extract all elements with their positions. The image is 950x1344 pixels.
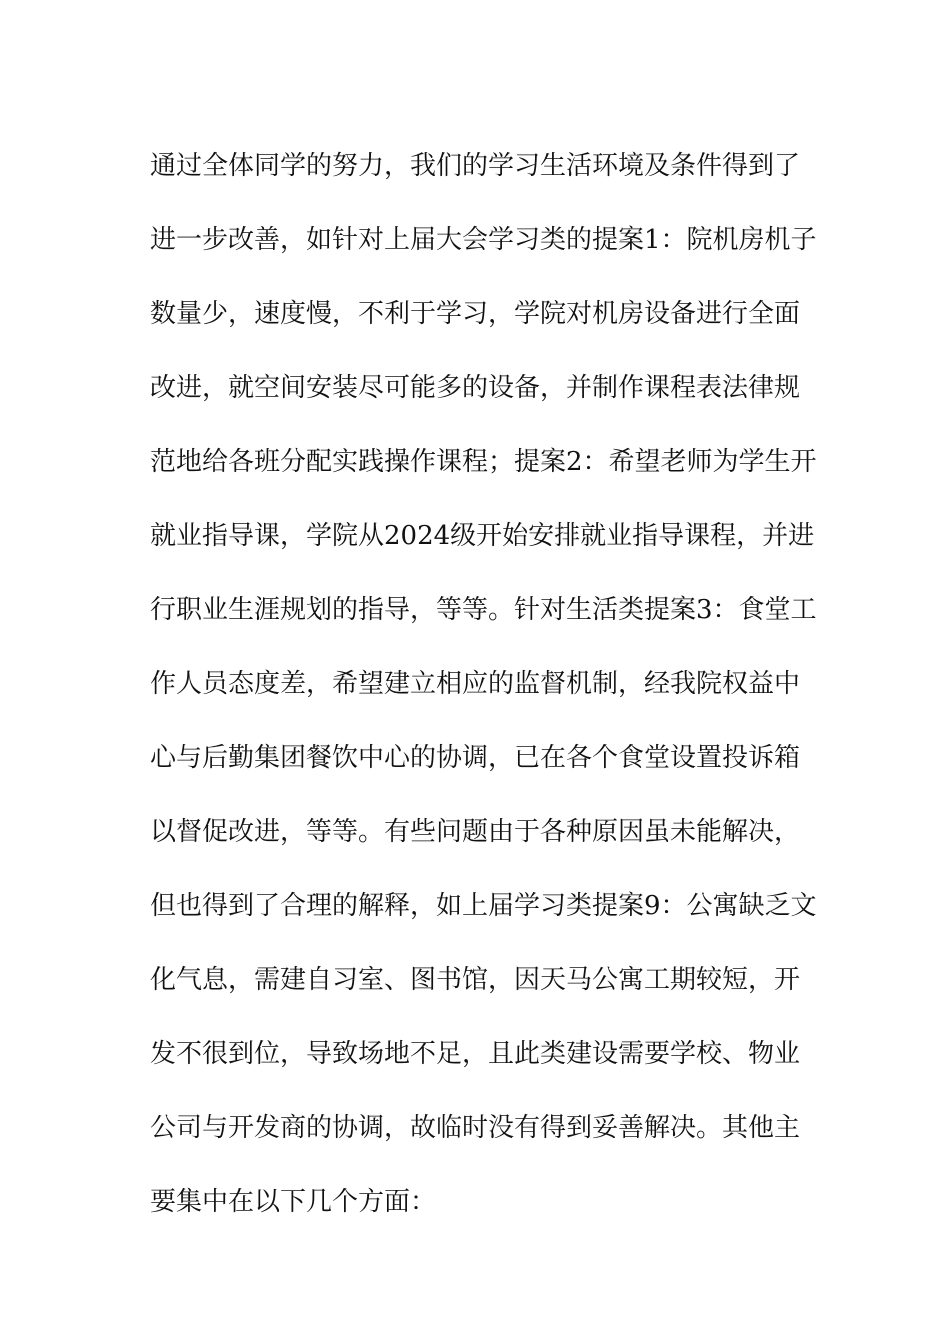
text-line: 化气息，需建自习室、图书馆，因天马公寓工期较短，开 [150,965,801,995]
text-line: 数量少，速度慢，不利于学习，学院对机房设备进行全面 [150,299,801,329]
body-paragraph [150,129,830,1239]
text-line: 改进，就空间安装尽可能多的设备，并制作课程表法律规 [150,373,801,403]
text-line: 进一步改善，如针对上届大会学习类的提案1：院机房机子 [150,225,817,255]
text-line: 以督促改进，等等。有些问题由于各种原因虽未能解决， [150,817,801,847]
text-line: 公司与开发商的协调，故临时没有得到妥善解决。其他主 [150,1113,801,1143]
text-line: 要集中在以下几个方面： [150,1187,437,1217]
text-line: 作人员态度差，希望建立相应的监督机制，经我院权益中 [150,669,801,699]
text-line: 通过全体同学的努力，我们的学习生活环境及条件得到了 [150,151,801,181]
text-line: 心与后勤集团餐饮中心的协调，已在各个食堂设置投诉箱 [150,743,801,773]
text-line: 范地给各班分配实践操作课程；提案2：希望老师为学生开 [150,447,817,477]
text-line: 就业指导课，学院从2024级开始安排就业指导课程，并进 [150,521,815,551]
text-line: 行职业生涯规划的指导，等等。针对生活类提案3：食堂工 [150,595,817,625]
text-line: 但也得到了合理的解释，如上届学习类提案9：公寓缺乏文 [150,891,817,921]
text-line: 发不很到位，导致场地不足，且此类建设需要学校、物业 [150,1039,801,1069]
